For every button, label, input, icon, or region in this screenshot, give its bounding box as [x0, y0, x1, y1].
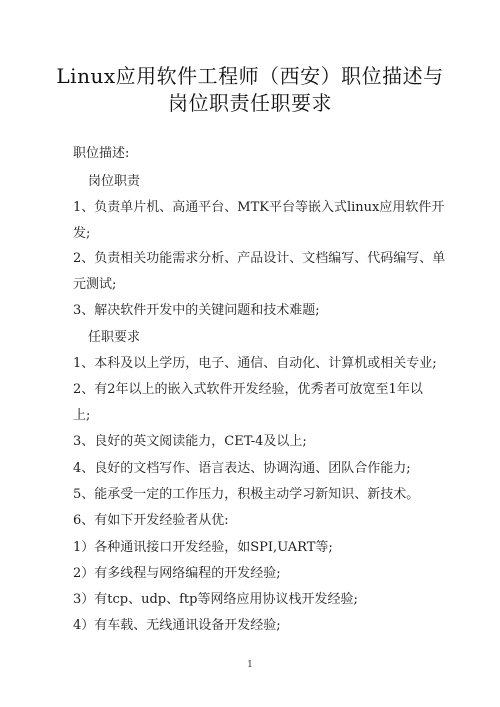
body-line: 5、能承受一定的工作压力，积极主动学习新知识、新技术。: [73, 487, 420, 502]
body-line: 4）有车载、无线通讯设备开发经验;: [73, 618, 281, 633]
body-line: 发;: [73, 226, 91, 241]
body-line: 上;: [73, 408, 91, 423]
body-line: 职位描述:: [73, 146, 130, 161]
body-line: 1、负责单片机、高通平台、MTK平台等嵌入式linux应用软件开: [73, 200, 445, 215]
document-title-line-2: 岗位职责任职要求: [168, 91, 332, 115]
body-line: 2）有多线程与网络编程的开发经验;: [73, 566, 281, 581]
body-line: 1、本科及以上学历，电子、通信、自动化、计算机或相关专业;: [73, 356, 437, 371]
body-line: 1）各种通讯接口开发经验，如SPI,UART等;: [73, 540, 333, 555]
body-line: 3）有tcp、udp、ftp等网络应用协议栈开发经验;: [73, 592, 358, 607]
body-line: 4、良好的文档写作、语言表达、协调沟通、团队合作能力;: [73, 461, 411, 476]
body-line: 2、有2年以上的嵌入式软件开发经验，优秀者可放宽至1年以: [73, 382, 423, 397]
body-line: 元测试;: [73, 277, 117, 292]
body-line: 任职要求: [88, 330, 141, 345]
body-line: 3、解决软件开发中的关键问题和技术难题;: [73, 303, 320, 318]
page-number: 1: [247, 660, 253, 670]
document-title-line-1: Linux应用软件工程师（西安）职位描述与: [56, 64, 444, 88]
body-line: 6、有如下开发经验者从优:: [73, 513, 229, 528]
body-line: 2、负责相关功能需求分析、产品设计、文档编写、代码编写、单: [73, 251, 446, 266]
body-line: 岗位职责: [88, 174, 141, 189]
body-line: 3、良好的英文阅读能力，CET-4及以上;: [73, 434, 307, 449]
